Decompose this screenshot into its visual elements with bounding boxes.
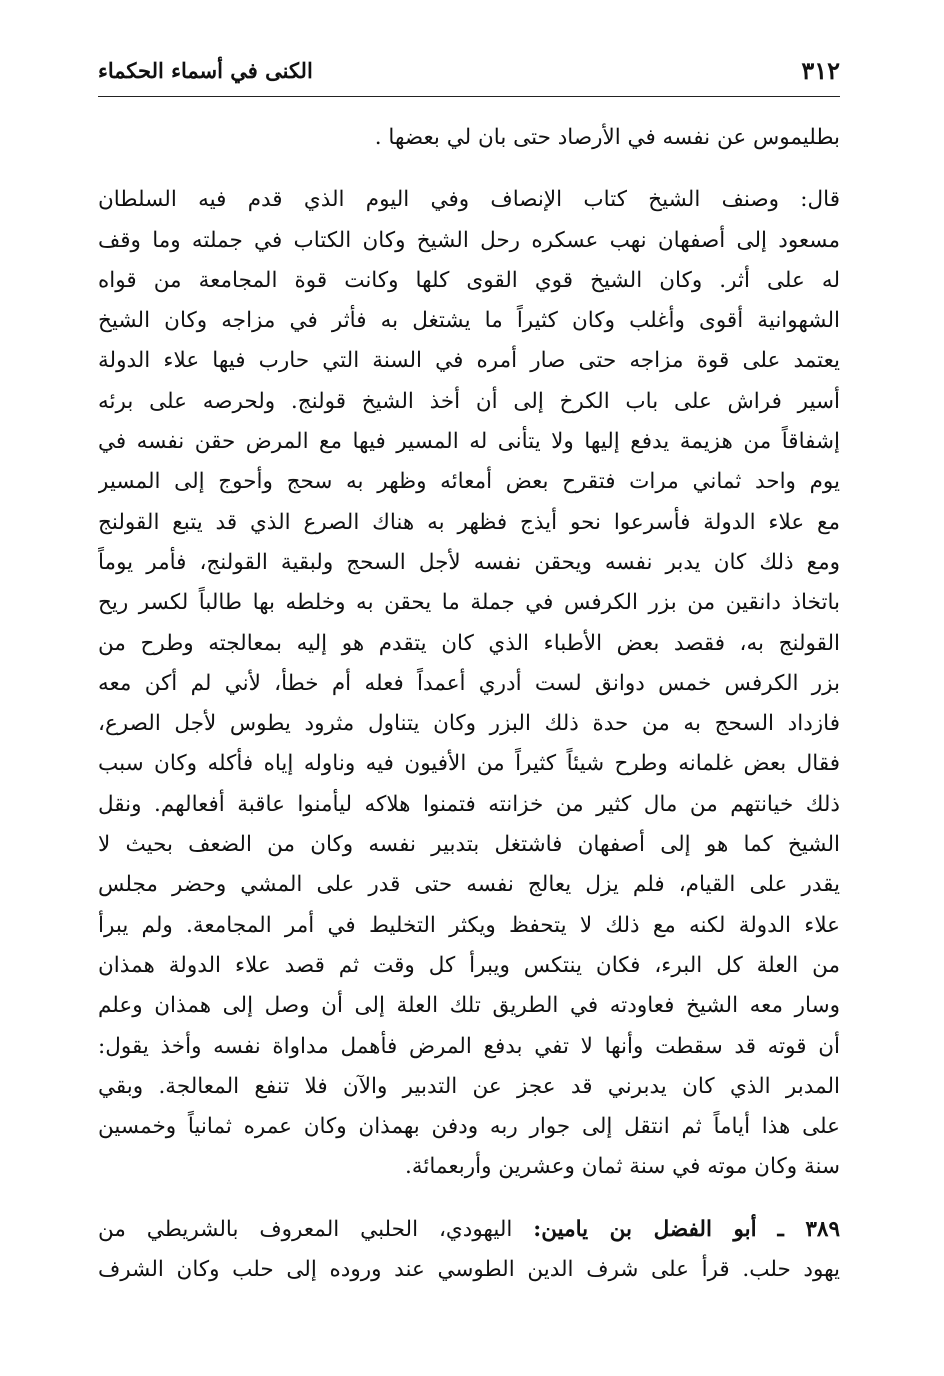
text-line: يهود حلب. قرأ على شرف الدين الطوسي عند وروده إلى حلب وكان الشرف — [98, 1257, 840, 1283]
text-line: يقدر على القيام، فلم يزل يعالج نفسه حتى قدر على المشي وحضر مجلس — [98, 872, 840, 898]
text-line: الشيخ كما هو إلى أصفهان فاشتغل بتدبير نفسه وكان من الضعف بحيث لا — [98, 832, 840, 858]
entry-first-line — [98, 1210, 840, 1250]
entry-description: اليهودي، الحلبي المعروف بالشريطي من — [98, 1216, 513, 1242]
page-number: ٣١٢ — [801, 56, 840, 85]
text-line: المدبر الذي كان يدبرني قد عجز عن التدبير والآن فلا تنفع المعالجة. وبقي — [98, 1073, 840, 1099]
entry-name: أبو الفضل بن يامين: — [533, 1216, 757, 1242]
paragraph-ibn-sina-death — [98, 180, 840, 1187]
text-line: أسير فراش على باب الكرخ إلى أن أخذ الشيخ قولنج. ولحرصه على برئه — [98, 388, 840, 414]
paragraph-gap — [98, 158, 840, 180]
text-line: سنة وكان موته في سنة ثمان وعشرين وأربعمائة. — [405, 1154, 840, 1180]
text-line: القولنج به، فقصد بعض الأطباء الذي كان يتقدم هو إليه بمعالجته وطرح من — [98, 630, 840, 656]
text-line: على هذا أياماً ثم انتقل إلى جوار ربه ودفن بهمذان وكان عمره ثمانياً وخمسين — [98, 1114, 840, 1140]
text-line: مع علاء الدولة فأسرعوا نحو أيذج فظهر به هناك الصرع الذي قد يتبع القولنج — [98, 509, 840, 535]
text-line: له على أثر. وكان الشيخ قوي القوى كلها وكانت قوة المجامعة من قواه — [98, 267, 840, 293]
text-line: من العلة كل البرء، فكان ينتكس ويبرأ كل وقت ثم قصد علاء الدولة همذان — [98, 952, 840, 978]
running-title: الكنى في أسماء الحكماء — [98, 58, 313, 83]
paragraph-gap — [98, 1188, 840, 1210]
text-line: أن قوته قد سقطت وأنها لا تفي بدفع المرض فأهمل مداواة نفسه وأخذ يقول: — [98, 1033, 840, 1059]
entry-number: ٣٨٩ ـ — [777, 1216, 840, 1242]
text-line: يوم واحد ثماني مرات فتقرح بعض أمعائه وظهر به سحج وأحوج إلى المسير — [98, 469, 840, 495]
text-line: بزر الكرفس خمس دوانق لست أدري أعمداً فعله أم خطأ، لأني لم أكن معه — [98, 670, 840, 696]
body-text — [98, 118, 840, 1290]
text-line: فقال بعض غلمانه وطرح شيئاً كثيراً من الأفيون فيه وناوله إياه فأكله وكان سبب — [98, 751, 840, 777]
text-line: ذلك خيانتهم من مال كثير من خزانته فتمنوا هلاكه ليأمنوا عاقبة أفعالهم. ونقل — [98, 791, 840, 817]
text-line: قال: وصنف الشيخ كتاب الإنصاف وفي اليوم الذي قدم فيه السلطان — [98, 187, 840, 213]
text-line: مسعود إلى أصفهان نهب عسكره رحل الشيخ وكان الكتاب في جملته وما وقف — [98, 227, 840, 253]
text-line: وسار معه الشيخ فعاودته في الطريق تلك العلة إلى أن وصل إلى همذان وعلم — [98, 993, 840, 1019]
page-header — [98, 52, 840, 97]
text-line: الشهوانية أقوى وأغلب وكان كثيراً ما يشتغل به فأثر في مزاجه وكان الشيخ — [98, 308, 840, 334]
text-line: علاء الدولة لكنه مع ذلك لا يتحفظ ويكثر التخليط في أمر المجامعة. ولم يبرأ — [98, 912, 840, 938]
text-line: باتخاذ دانقين من بزر الكرفس في جملة ما يحقن به وخلطه بها طالباً لكسر ريح — [98, 590, 840, 616]
text-line: ومع ذلك كان يدبر نفسه ويحقن نفسه لأجل السحج ولبقية القولنج، فأمر يوماً — [98, 549, 840, 575]
text-line: فازداد السحج به من حدة ذلك البزر وكان يتناول مثرود يطوس لأجل الصرع، — [98, 711, 840, 737]
entry-389 — [98, 1210, 840, 1291]
text-line: يعتمد على قوة مزاجه حتى صار أمره في السنة التي حارب فيها علاء الدولة — [98, 348, 840, 374]
text-line: بطليموس عن نفسه في الأرصاد حتى بان لي بعضها . — [374, 125, 840, 150]
text-line: إشفاقاً من هزيمة يدفع إليها ولا يتأنى له المسير فيها مع المرض حقن نفسه في — [98, 429, 840, 455]
